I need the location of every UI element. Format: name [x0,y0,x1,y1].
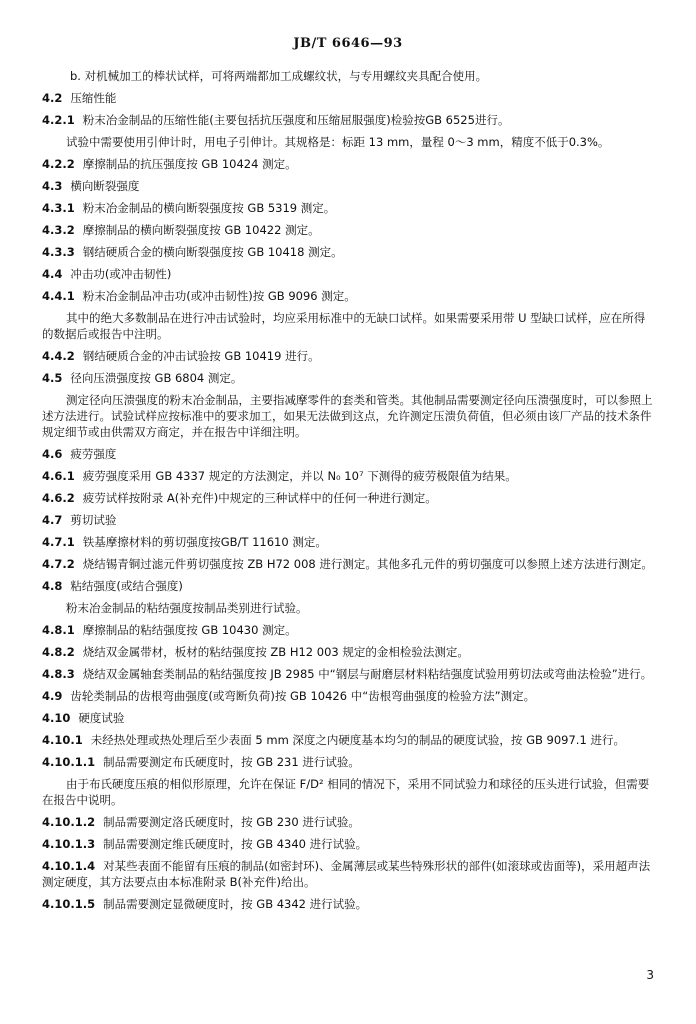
section-number: 4.3 [42,179,63,193]
section-heading [42,112,654,128]
section-number: 4.8.3 [42,667,75,681]
section-number: 4.10.1.5 [42,897,96,911]
section-number: 4.6 [42,447,63,461]
paragraph: 测定径向压溃强度的粉末冶金制品，主要指减摩零件的套类和管类。其他制品需要测定径向压溃强度时，可以参照上述方法进行。试验试样应按标准中的要求加工，如果无法做到这点，允许测定压溃负荷值，但必须由该厂产品的技术条件规定细节或由供需双方商定，并在报告中详细注明。 [42,393,653,439]
section-text: 硬度试验 [78,711,125,725]
paragraph: 其中的绝大多数制品在进行冲击试验时，均应采用标准中的无缺口试样。如果需要采用带 U 型缺口试样，应在所得的数据后或报告中注明。 [42,311,646,341]
section-heading [42,710,654,726]
section-text: 横向断裂强度 [70,179,140,193]
section-text: 制品需要测定显微硬度时，按 GB 4342 进行试验。 [103,897,368,911]
section-heading [42,348,654,364]
section-text: 烧结双金属带材，板材的粘结强度按 ZB H12 003 规定的金相检验法测定。 [82,645,469,659]
section-heading [42,266,654,282]
section-text: 疲劳强度 [70,447,117,461]
section-heading [42,90,654,106]
section-heading [42,858,654,890]
section-number: 4.7.2 [42,557,75,571]
section-number: 4.7.1 [42,535,75,549]
paragraph: 由于布氏硬度压痕的相似形原理，允许在保证 F/D² 相同的情况下，采用不同试验力和球径的压头进行试验，但需要在报告中说明。 [42,777,650,807]
section-heading [42,468,654,484]
section-heading [42,178,654,194]
section-text: 烧结锡青铜过滤元件剪切强度按 ZB H72 008 进行测定。其他多孔元件的剪切强度可以参照上述方法进行测定。 [82,557,653,571]
section-number: 4.5 [42,371,63,385]
section-heading [42,156,654,172]
section-number: 4.2.1 [42,113,75,127]
section-text: 制品需要测定洛氏硬度时，按 GB 230 进行试验。 [103,815,360,829]
paragraph: 试验中需要使用引伸计时，用电子引伸计。其规格是：标距 13 mm，量程 0～3 mm，精度不低于0.3%。 [66,135,610,149]
page-number: 3 [646,968,654,982]
section-heading [42,244,654,260]
section-text: 烧结双金属轴套类制品的粘结强度按 JB 2985 中“钢层与耐磨层材料粘结强度试验用剪切法或弯曲法检验”进行。 [82,667,653,681]
section-text: 对某些表面不能留有压痕的制品(如密封环)、金属薄层或某些特殊形状的部件(如滚球或齿面等)，采用超声法测定硬度，其方法要点由本标准附录 B(补充件)给出。 [42,859,651,889]
section-number: 4.2 [42,91,63,105]
paragraph: b. 对机械加工的棒状试样，可将两端都加工成螺纹状，与专用螺纹夹具配合使用。 [70,69,488,83]
section-number: 4.10.1.1 [42,755,96,769]
section-heading [42,836,654,852]
section-heading [42,200,654,216]
section-number: 4.10.1.2 [42,815,96,829]
section-heading [42,512,654,528]
section-heading [42,578,654,594]
section-text: 压缩性能 [70,91,117,105]
section-text: 摩擦制品的横向断裂强度按 GB 10422 测定。 [82,223,320,237]
section-text: 齿轮类制品的齿根弯曲强度(或弯断负荷)按 GB 10426 中“齿根弯曲强度的检验方法”测定。 [70,689,536,703]
section-number: 4.6.1 [42,469,75,483]
section-text: 冲击功(或冲击韧性) [70,267,172,281]
section-number: 4.4.1 [42,289,75,303]
section-text: 粉末冶金制品冲击功(或冲击韧性)按 GB 9096 测定。 [82,289,356,303]
section-text: 钢结硬质合金的横向断裂强度按 GB 10418 测定。 [82,245,343,259]
section-heading [42,222,654,238]
section-text: 铁基摩擦材料的剪切强度按GB/T 11610 测定。 [82,535,327,549]
section-heading [42,622,654,638]
section-number: 4.7 [42,513,63,527]
section-number: 4.10 [42,711,71,725]
section-text: 摩擦制品的粘结强度按 GB 10430 测定。 [82,623,297,637]
paragraph: 粉末冶金制品的粘结强度按制品类别进行试验。 [66,601,308,615]
section-heading [42,896,654,912]
section-heading [42,732,654,748]
section-heading [42,644,654,660]
section-number: 4.10.1.4 [42,859,96,873]
section-text: 剪切试验 [70,513,117,527]
section-number: 4.4.2 [42,349,75,363]
section-number: 4.4 [42,267,63,281]
section-text: 疲劳试样按附录 A(补充件)中规定的三种试样中的任何一种进行测定。 [82,491,437,505]
section-number: 4.10.1.3 [42,837,96,851]
section-text: 粉末冶金制品的压缩性能(主要包括抗压强度和压缩屈服强度)检验按GB 6525进行。 [82,113,510,127]
section-heading [42,814,654,830]
section-text: 制品需要测定维氏硬度时，按 GB 4340 进行试验。 [103,837,368,851]
section-heading [42,446,654,462]
document-header: JB/T 6646—93 [293,36,403,51]
section-text: 粘结强度(或结合强度) [70,579,183,593]
section-number: 4.10.1 [42,733,83,747]
section-text: 未经热处理或热处理后至少表面 5 mm 深度之内硬度基本均匀的制品的硬度试验，按 GB 9097.1 进行。 [90,733,625,747]
section-heading [42,754,654,770]
section-number: 4.9 [42,689,63,703]
section-heading [42,556,654,572]
section-text: 疲劳强度采用 GB 4337 规定的方法测定，并以 N₀ 10⁷ 下测得的疲劳极限值为结果。 [82,469,517,483]
section-number: 4.3.1 [42,201,75,215]
section-number: 4.3.2 [42,223,75,237]
section-text: 粉末冶金制品的横向断裂强度按 GB 5319 测定。 [82,201,336,215]
section-text: 径向压溃强度按 GB 6804 测定。 [70,371,243,385]
section-number: 4.3.3 [42,245,75,259]
section-heading [42,688,654,704]
section-number: 4.8.2 [42,645,75,659]
section-number: 4.2.2 [42,157,75,171]
section-number: 4.6.2 [42,491,75,505]
section-number: 4.8 [42,579,63,593]
document-body [42,68,654,918]
section-number: 4.8.1 [42,623,75,637]
section-heading [42,288,654,304]
section-text: 制品需要测定布氏硬度时，按 GB 231 进行试验。 [103,755,360,769]
section-text: 钢结硬质合金的冲击试验按 GB 10419 进行。 [82,349,320,363]
section-heading [42,370,654,386]
section-heading [42,490,654,506]
section-text: 摩擦制品的抗压强度按 GB 10424 测定。 [82,157,297,171]
section-heading [42,534,654,550]
section-heading [42,666,654,682]
